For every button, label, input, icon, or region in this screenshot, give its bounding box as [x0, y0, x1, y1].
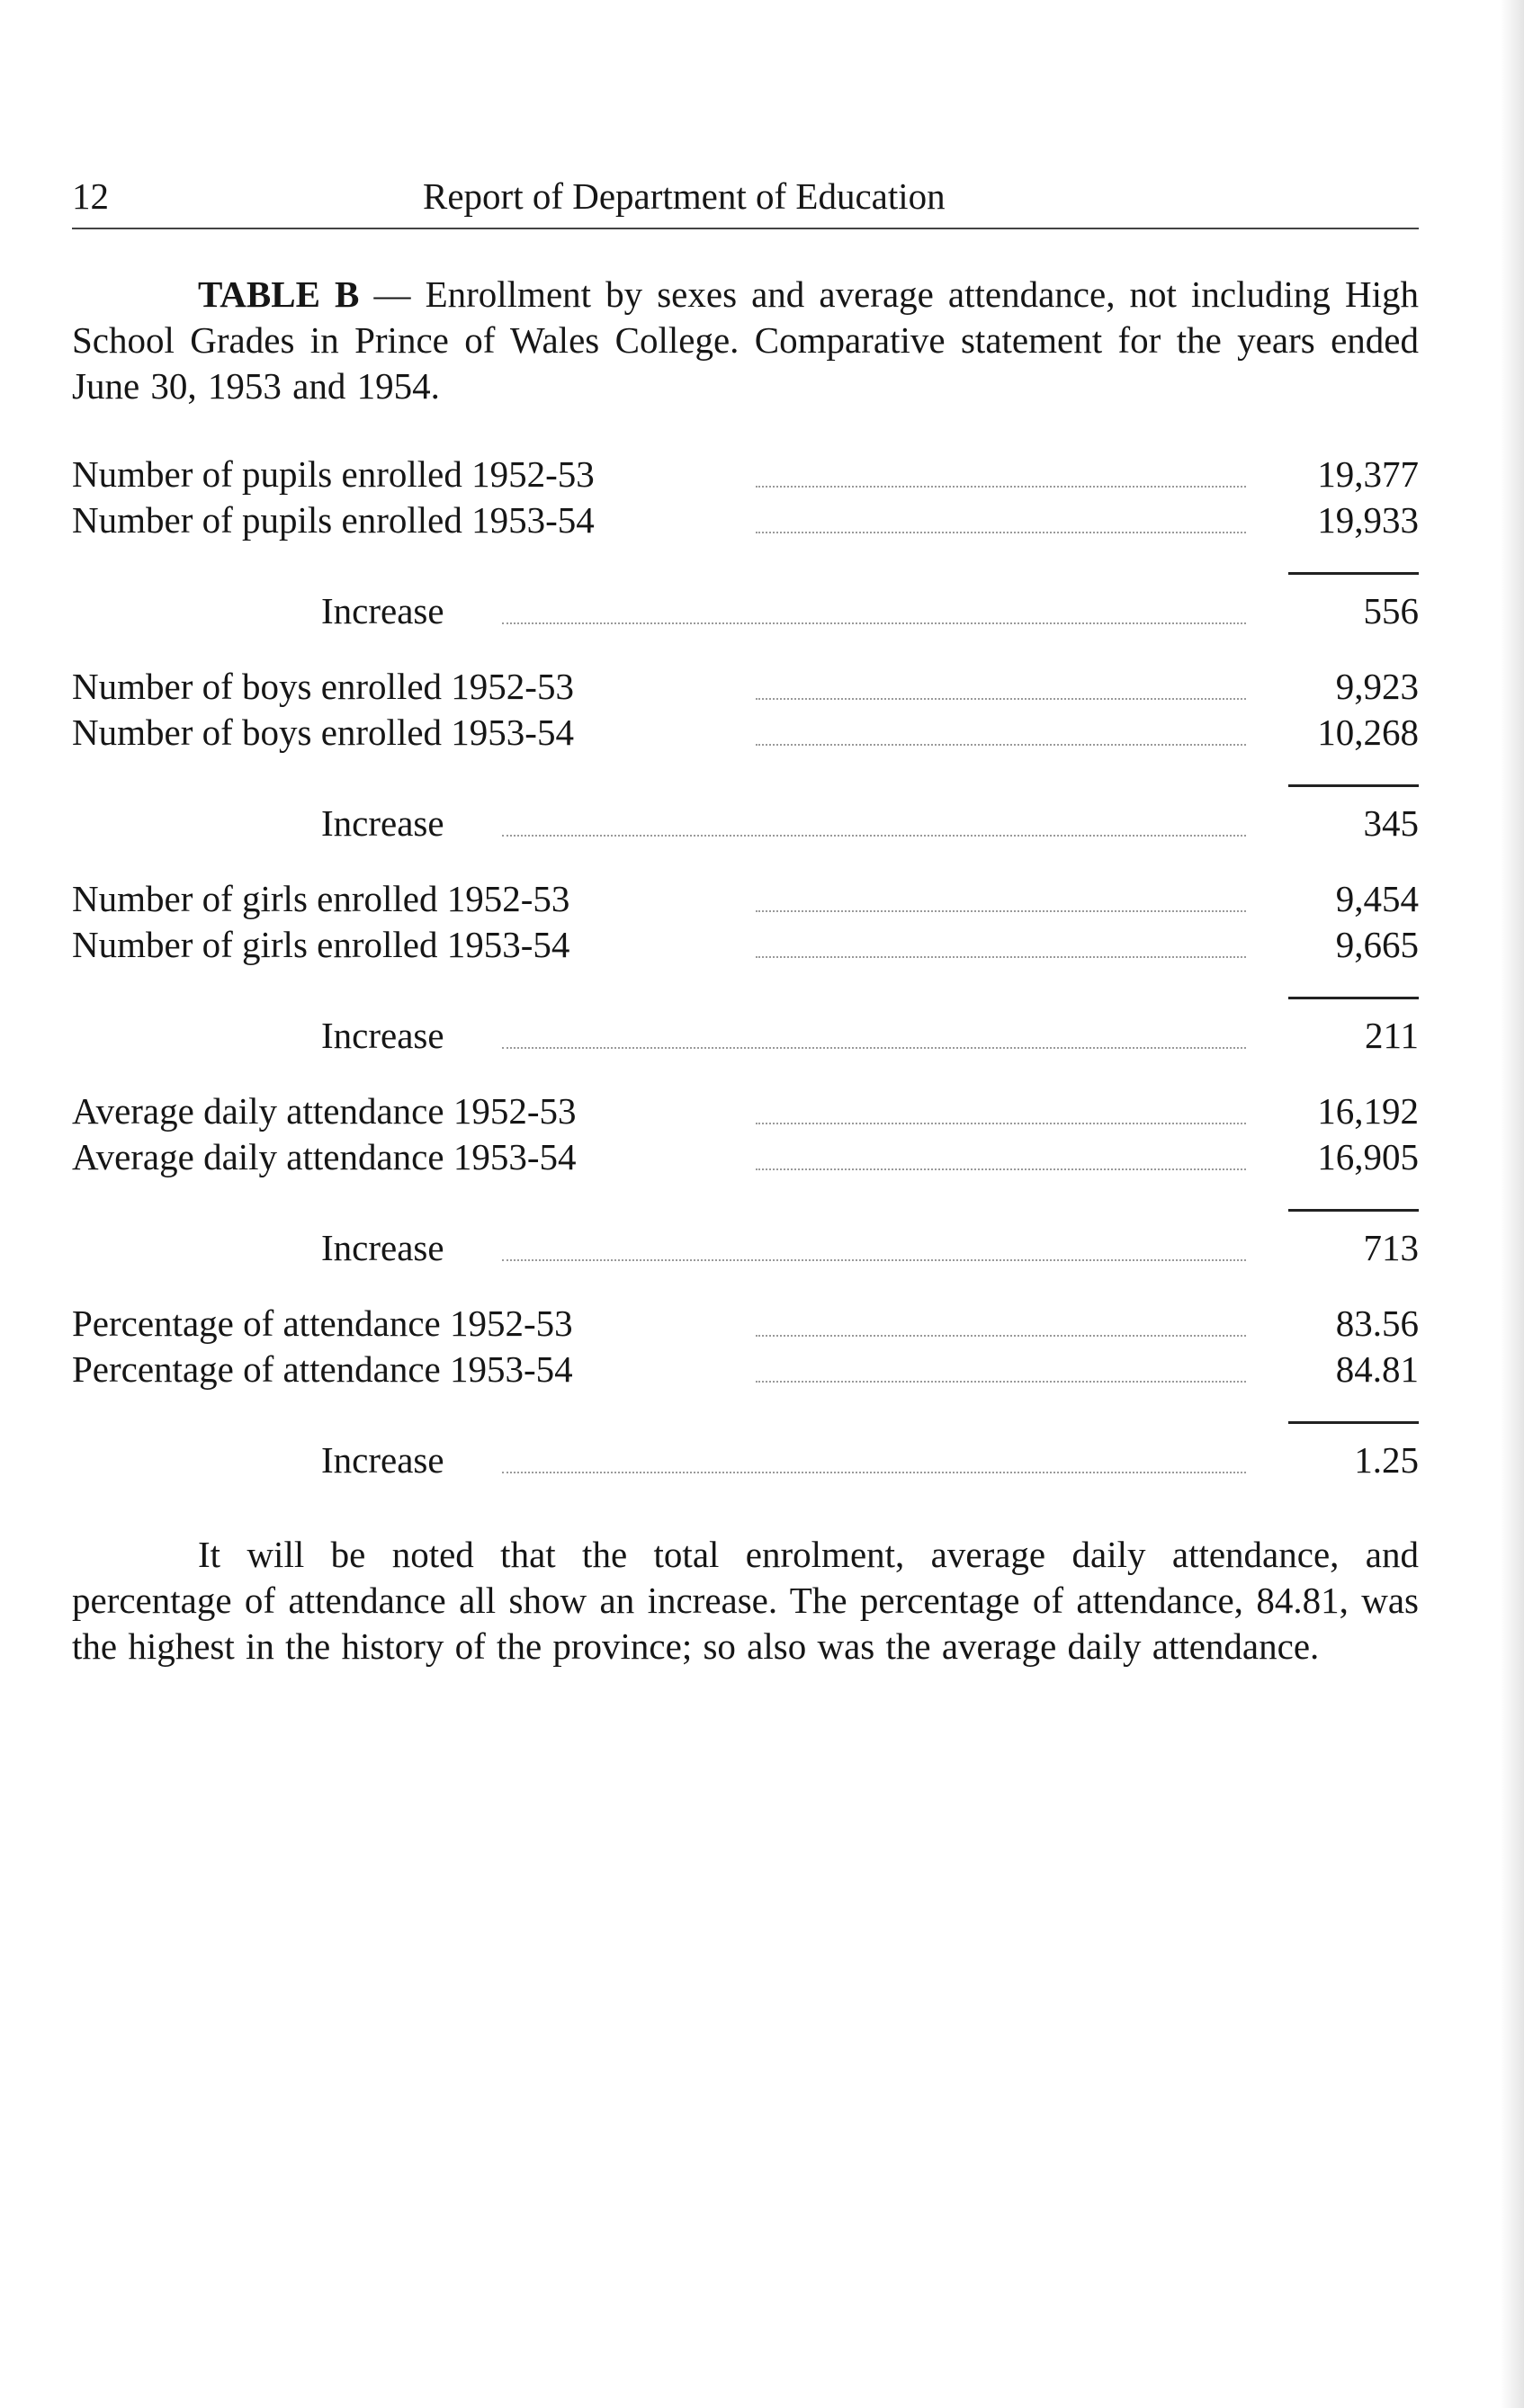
running-title: Report of Department of Education [423, 175, 946, 217]
sum-rule [1288, 1421, 1419, 1424]
row-label: Increase [321, 802, 444, 844]
dot-leader [756, 1381, 1246, 1383]
dot-leader [502, 622, 1246, 624]
row-value: 713 [1363, 1227, 1419, 1268]
increase-row [72, 1437, 1419, 1483]
header-rule [72, 228, 1419, 229]
row-value: 19,933 [1317, 499, 1419, 541]
row-value: 9,454 [1335, 878, 1419, 919]
page-number: 12 [72, 175, 109, 217]
row-label: Number of pupils enrolled 1953-54 [72, 499, 595, 541]
sum-rule [1288, 1209, 1419, 1212]
row-label: Average daily attendance 1952-53 [72, 1090, 577, 1132]
table-caption [72, 272, 1419, 409]
row-value: 83.56 [1335, 1302, 1419, 1344]
row-value: 1.25 [1354, 1439, 1419, 1481]
row-value: 9,923 [1335, 666, 1419, 707]
increase-row [72, 1225, 1419, 1271]
dot-leader [502, 835, 1246, 837]
table-label: TABLE B [198, 273, 360, 315]
row-value: 556 [1363, 590, 1419, 631]
dot-leader [756, 698, 1246, 700]
dot-leader [756, 486, 1246, 488]
dot-leader [756, 1123, 1246, 1124]
row-label: Number of boys enrolled 1952-53 [72, 666, 574, 707]
table-row [72, 497, 1419, 543]
page-edge-shadow [1501, 0, 1524, 2408]
row-label: Number of girls enrolled 1953-54 [72, 924, 570, 965]
dot-leader [756, 956, 1246, 958]
row-value: 9,665 [1335, 924, 1419, 965]
row-label: Increase [321, 1439, 444, 1481]
dot-leader [756, 744, 1246, 746]
row-label: Percentage of attendance 1952-53 [72, 1302, 573, 1344]
dot-leader [756, 1168, 1246, 1170]
row-label: Number of boys enrolled 1953-54 [72, 712, 574, 753]
table-row [72, 876, 1419, 922]
dot-leader [502, 1259, 1246, 1261]
closing-note: It will be noted that the total enrolment, average daily attendance, and percentage of attendance all show an increase. The percentage of attendance, 84.81, was the highest in the history of the province; so also was the average daily attendance. [72, 1534, 1419, 1667]
dot-leader [502, 1047, 1246, 1049]
dot-leader [756, 910, 1246, 912]
table-row [72, 1347, 1419, 1392]
row-label: Number of pupils enrolled 1952-53 [72, 453, 595, 495]
row-label: Increase [321, 590, 444, 631]
row-label: Increase [321, 1227, 444, 1268]
row-value: 211 [1365, 1015, 1419, 1056]
caption-text: Enrollment by sexes and average attendance, not including High School Grades in Prince of Wales College. Comparative statement for the years ended June 30, 1953 and 1954. [72, 273, 1419, 407]
table-row [72, 710, 1419, 756]
row-label: Number of girls enrolled 1952-53 [72, 878, 570, 919]
increase-row [72, 801, 1419, 846]
sum-rule [1288, 784, 1419, 787]
table-row [72, 1134, 1419, 1180]
row-value: 84.81 [1335, 1348, 1419, 1390]
row-label: Percentage of attendance 1953-54 [72, 1348, 573, 1390]
row-label: Average daily attendance 1953-54 [72, 1136, 577, 1177]
table-row [72, 1088, 1419, 1134]
sum-rule [1288, 997, 1419, 999]
dot-leader [756, 1335, 1246, 1337]
dot-leader [502, 1472, 1246, 1473]
row-value: 16,192 [1317, 1090, 1419, 1132]
dot-leader [756, 532, 1246, 533]
sum-rule [1288, 572, 1419, 575]
row-value: 16,905 [1317, 1136, 1419, 1177]
increase-row [72, 588, 1419, 634]
row-value: 10,268 [1317, 712, 1419, 753]
table-row [72, 664, 1419, 710]
table-row [72, 1301, 1419, 1347]
table-row [72, 922, 1419, 968]
row-label: Increase [321, 1015, 444, 1056]
table-row [72, 452, 1419, 497]
increase-row [72, 1013, 1419, 1059]
row-value: 345 [1363, 802, 1419, 844]
row-value: 19,377 [1317, 453, 1419, 495]
caption-dash: — [373, 273, 411, 315]
